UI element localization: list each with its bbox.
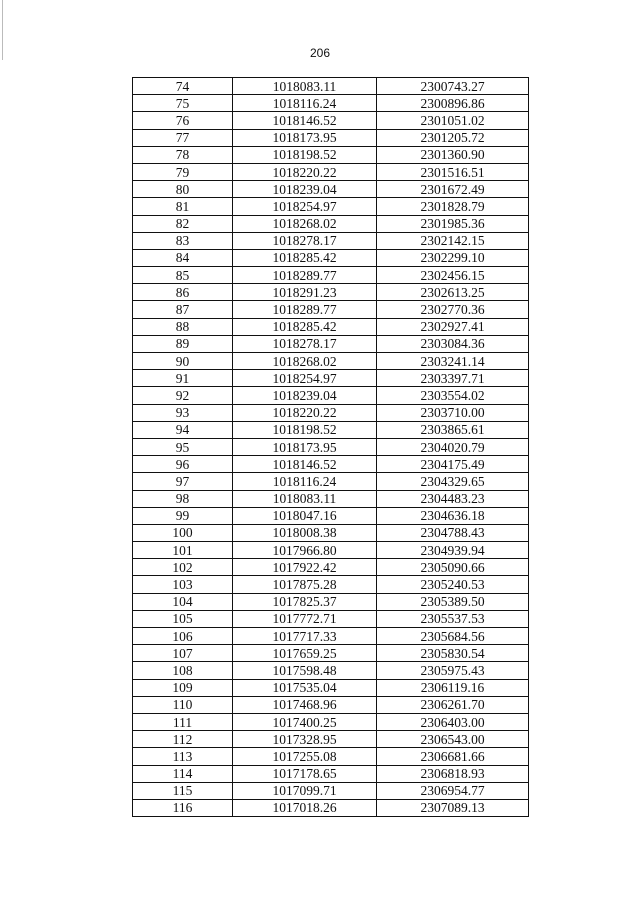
table-row <box>133 301 529 318</box>
y-coordinate-cell: 2305830.54 <box>377 645 529 662</box>
table-row <box>133 232 529 249</box>
table-row <box>133 267 529 284</box>
x-coordinate-cell: 1018083.11 <box>233 78 377 95</box>
x-coordinate-cell: 1018198.52 <box>233 146 377 163</box>
table-row <box>133 731 529 748</box>
x-coordinate-cell: 1017178.65 <box>233 765 377 782</box>
y-coordinate-cell: 2304939.94 <box>377 542 529 559</box>
table-row <box>133 129 529 146</box>
point-number-cell: 106 <box>133 628 233 645</box>
point-number-cell: 74 <box>133 78 233 95</box>
point-number-cell: 92 <box>133 387 233 404</box>
x-coordinate-cell: 1018289.77 <box>233 301 377 318</box>
point-number-cell: 116 <box>133 799 233 816</box>
point-number-cell: 87 <box>133 301 233 318</box>
table-row <box>133 438 529 455</box>
x-coordinate-cell: 1018083.11 <box>233 490 377 507</box>
x-coordinate-cell: 1018239.04 <box>233 181 377 198</box>
table-row <box>133 284 529 301</box>
point-number-cell: 112 <box>133 731 233 748</box>
table-row <box>133 662 529 679</box>
table-row <box>133 576 529 593</box>
table-row <box>133 318 529 335</box>
x-coordinate-cell: 1018116.24 <box>233 95 377 112</box>
x-coordinate-cell: 1018146.52 <box>233 112 377 129</box>
x-coordinate-cell: 1018047.16 <box>233 507 377 524</box>
y-coordinate-cell: 2305240.53 <box>377 576 529 593</box>
point-number-cell: 88 <box>133 318 233 335</box>
table-row <box>133 593 529 610</box>
y-coordinate-cell: 2304483.23 <box>377 490 529 507</box>
table-row <box>133 679 529 696</box>
x-coordinate-cell: 1017598.48 <box>233 662 377 679</box>
point-number-cell: 108 <box>133 662 233 679</box>
y-coordinate-cell: 2301672.49 <box>377 181 529 198</box>
table-row <box>133 645 529 662</box>
table-row <box>133 713 529 730</box>
table-row <box>133 95 529 112</box>
table-row <box>133 112 529 129</box>
y-coordinate-cell: 2306818.93 <box>377 765 529 782</box>
point-number-cell: 89 <box>133 335 233 352</box>
y-coordinate-cell: 2302770.36 <box>377 301 529 318</box>
point-number-cell: 82 <box>133 215 233 232</box>
table-row <box>133 765 529 782</box>
table-row <box>133 181 529 198</box>
y-coordinate-cell: 2306681.66 <box>377 748 529 765</box>
point-number-cell: 99 <box>133 507 233 524</box>
point-number-cell: 113 <box>133 748 233 765</box>
y-coordinate-cell: 2302142.15 <box>377 232 529 249</box>
y-coordinate-cell: 2302613.25 <box>377 284 529 301</box>
table-row <box>133 404 529 421</box>
y-coordinate-cell: 2301985.36 <box>377 215 529 232</box>
table-row <box>133 782 529 799</box>
x-coordinate-cell: 1018278.17 <box>233 335 377 352</box>
y-coordinate-cell: 2300743.27 <box>377 78 529 95</box>
table-row <box>133 628 529 645</box>
y-coordinate-cell: 2305090.66 <box>377 559 529 576</box>
page-number: 206 <box>309 46 331 60</box>
table-row <box>133 163 529 180</box>
point-number-cell: 102 <box>133 559 233 576</box>
y-coordinate-cell: 2304020.79 <box>377 438 529 455</box>
y-coordinate-cell: 2301516.51 <box>377 163 529 180</box>
x-coordinate-cell: 1018289.77 <box>233 267 377 284</box>
y-coordinate-cell: 2301360.90 <box>377 146 529 163</box>
point-number-cell: 90 <box>133 353 233 370</box>
y-coordinate-cell: 2305684.56 <box>377 628 529 645</box>
y-coordinate-cell: 2303241.14 <box>377 353 529 370</box>
y-coordinate-cell: 2303554.02 <box>377 387 529 404</box>
x-coordinate-cell: 1018268.02 <box>233 215 377 232</box>
x-coordinate-cell: 1018285.42 <box>233 249 377 266</box>
y-coordinate-cell: 2303710.00 <box>377 404 529 421</box>
x-coordinate-cell: 1018285.42 <box>233 318 377 335</box>
point-number-cell: 79 <box>133 163 233 180</box>
x-coordinate-cell: 1017018.26 <box>233 799 377 816</box>
point-number-cell: 78 <box>133 146 233 163</box>
x-coordinate-cell: 1017922.42 <box>233 559 377 576</box>
x-coordinate-cell: 1017099.71 <box>233 782 377 799</box>
table-row <box>133 490 529 507</box>
x-coordinate-cell: 1018173.95 <box>233 438 377 455</box>
table-row <box>133 473 529 490</box>
x-coordinate-cell: 1017966.80 <box>233 542 377 559</box>
table-row <box>133 507 529 524</box>
x-coordinate-cell: 1018291.23 <box>233 284 377 301</box>
x-coordinate-cell: 1017875.28 <box>233 576 377 593</box>
x-coordinate-cell: 1017825.37 <box>233 593 377 610</box>
y-coordinate-cell: 2305389.50 <box>377 593 529 610</box>
point-number-cell: 97 <box>133 473 233 490</box>
point-number-cell: 103 <box>133 576 233 593</box>
x-coordinate-cell: 1018146.52 <box>233 456 377 473</box>
x-coordinate-cell: 1018173.95 <box>233 129 377 146</box>
coordinates-table-body <box>133 78 529 817</box>
x-coordinate-cell: 1018254.97 <box>233 370 377 387</box>
point-number-cell: 84 <box>133 249 233 266</box>
point-number-cell: 107 <box>133 645 233 662</box>
table-row <box>133 456 529 473</box>
point-number-cell: 111 <box>133 713 233 730</box>
y-coordinate-cell: 2301828.79 <box>377 198 529 215</box>
point-number-cell: 100 <box>133 524 233 541</box>
point-number-cell: 91 <box>133 370 233 387</box>
point-number-cell: 115 <box>133 782 233 799</box>
y-coordinate-cell: 2306403.00 <box>377 713 529 730</box>
table-row <box>133 387 529 404</box>
y-coordinate-cell: 2300896.86 <box>377 95 529 112</box>
point-number-cell: 86 <box>133 284 233 301</box>
table-row <box>133 696 529 713</box>
x-coordinate-cell: 1018008.38 <box>233 524 377 541</box>
table-row <box>133 215 529 232</box>
point-number-cell: 96 <box>133 456 233 473</box>
y-coordinate-cell: 2303397.71 <box>377 370 529 387</box>
y-coordinate-cell: 2304175.49 <box>377 456 529 473</box>
table-row <box>133 559 529 576</box>
x-coordinate-cell: 1018254.97 <box>233 198 377 215</box>
x-coordinate-cell: 1018220.22 <box>233 163 377 180</box>
y-coordinate-cell: 2304329.65 <box>377 473 529 490</box>
point-number-cell: 109 <box>133 679 233 696</box>
x-coordinate-cell: 1018239.04 <box>233 387 377 404</box>
point-number-cell: 85 <box>133 267 233 284</box>
x-coordinate-cell: 1017468.96 <box>233 696 377 713</box>
x-coordinate-cell: 1017328.95 <box>233 731 377 748</box>
x-coordinate-cell: 1018116.24 <box>233 473 377 490</box>
point-number-cell: 114 <box>133 765 233 782</box>
table-row <box>133 542 529 559</box>
x-coordinate-cell: 1017717.33 <box>233 628 377 645</box>
point-number-cell: 81 <box>133 198 233 215</box>
point-number-cell: 95 <box>133 438 233 455</box>
x-coordinate-cell: 1017255.08 <box>233 748 377 765</box>
point-number-cell: 94 <box>133 421 233 438</box>
x-coordinate-cell: 1018278.17 <box>233 232 377 249</box>
point-number-cell: 76 <box>133 112 233 129</box>
x-coordinate-cell: 1017659.25 <box>233 645 377 662</box>
table-row <box>133 353 529 370</box>
x-coordinate-cell: 1018268.02 <box>233 353 377 370</box>
table-row <box>133 748 529 765</box>
table-row <box>133 249 529 266</box>
y-coordinate-cell: 2306261.70 <box>377 696 529 713</box>
y-coordinate-cell: 2306543.00 <box>377 731 529 748</box>
table-row <box>133 146 529 163</box>
table-row <box>133 524 529 541</box>
point-number-cell: 77 <box>133 129 233 146</box>
point-number-cell: 110 <box>133 696 233 713</box>
point-number-cell: 80 <box>133 181 233 198</box>
y-coordinate-cell: 2302456.15 <box>377 267 529 284</box>
y-coordinate-cell: 2307089.13 <box>377 799 529 816</box>
table-row <box>133 78 529 95</box>
coordinates-table <box>132 77 529 817</box>
point-number-cell: 98 <box>133 490 233 507</box>
x-coordinate-cell: 1018198.52 <box>233 421 377 438</box>
x-coordinate-cell: 1017772.71 <box>233 610 377 627</box>
x-coordinate-cell: 1017535.04 <box>233 679 377 696</box>
x-coordinate-cell: 1017400.25 <box>233 713 377 730</box>
table-row <box>133 370 529 387</box>
y-coordinate-cell: 2301051.02 <box>377 112 529 129</box>
y-coordinate-cell: 2304636.18 <box>377 507 529 524</box>
table-row <box>133 610 529 627</box>
point-number-cell: 101 <box>133 542 233 559</box>
y-coordinate-cell: 2303865.61 <box>377 421 529 438</box>
y-coordinate-cell: 2305537.53 <box>377 610 529 627</box>
table-row <box>133 799 529 816</box>
y-coordinate-cell: 2302299.10 <box>377 249 529 266</box>
y-coordinate-cell: 2304788.43 <box>377 524 529 541</box>
y-coordinate-cell: 2302927.41 <box>377 318 529 335</box>
y-coordinate-cell: 2301205.72 <box>377 129 529 146</box>
table-row <box>133 421 529 438</box>
point-number-cell: 83 <box>133 232 233 249</box>
x-coordinate-cell: 1018220.22 <box>233 404 377 421</box>
point-number-cell: 93 <box>133 404 233 421</box>
point-number-cell: 75 <box>133 95 233 112</box>
y-coordinate-cell: 2306954.77 <box>377 782 529 799</box>
table-row <box>133 198 529 215</box>
y-coordinate-cell: 2303084.36 <box>377 335 529 352</box>
y-coordinate-cell: 2305975.43 <box>377 662 529 679</box>
point-number-cell: 105 <box>133 610 233 627</box>
table-row <box>133 335 529 352</box>
point-number-cell: 104 <box>133 593 233 610</box>
y-coordinate-cell: 2306119.16 <box>377 679 529 696</box>
